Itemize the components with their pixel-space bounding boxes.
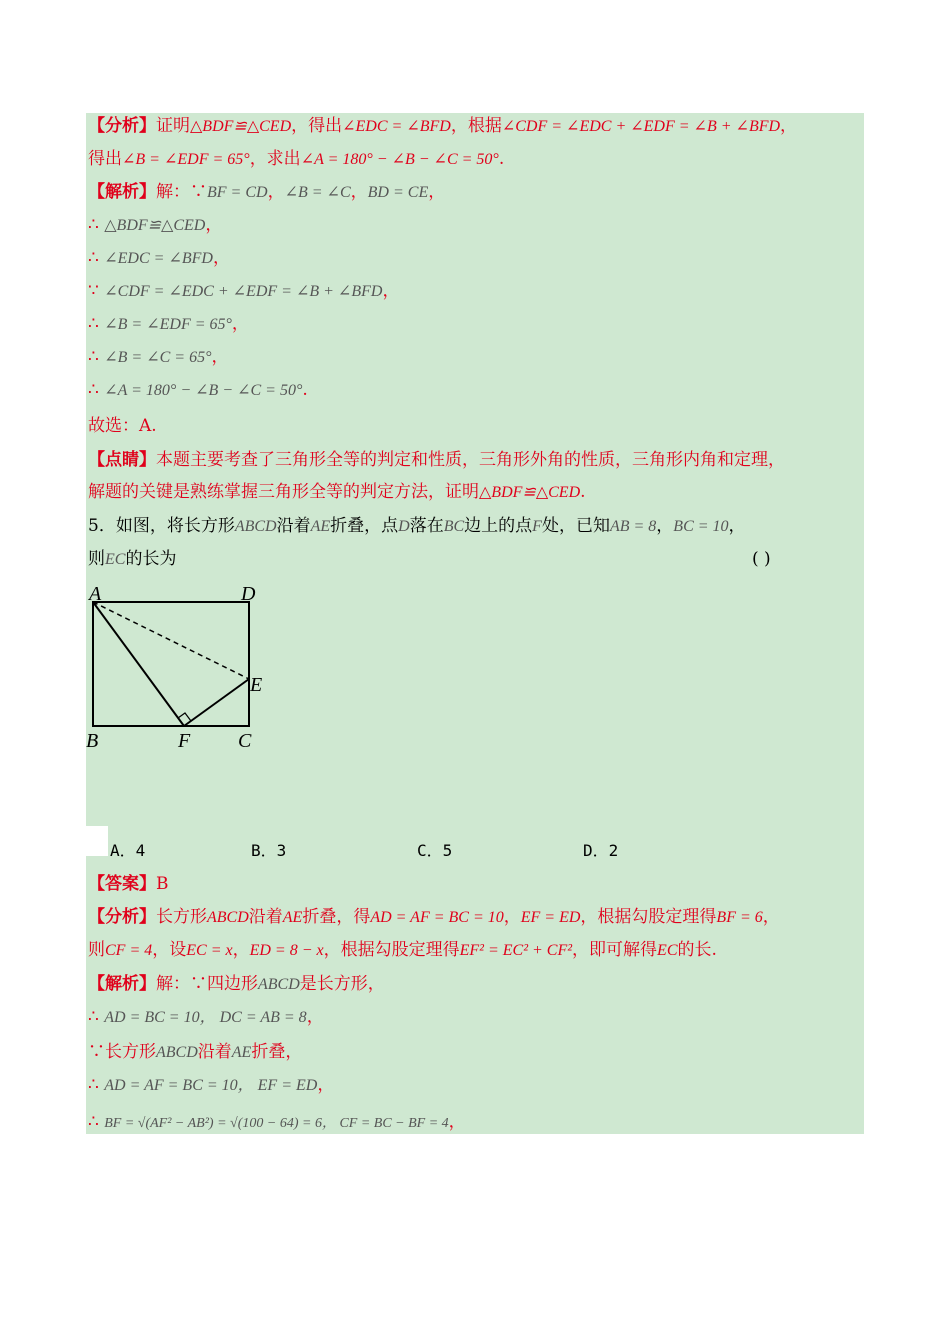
q5-stem-line-1: 5．如图，将长方形ABCD沿着AE折叠，点D落在BC边上的点F处，已知AB = 8，BC = 10， [88,516,746,536]
option-d[interactable]: D．2 [583,841,619,860]
q5-analysis-line-2: 则CF = 4，设EC = x，ED = 8 − x，根据勾股定理得EF² = EC² + CF²，即可解得EC的长. [88,940,717,960]
q4-step: ∴ ∠A = 180° − ∠B − ∠C = 50°. [88,380,308,400]
q4-analysis-line-2: 得出∠B = ∠EDF = 65°，求出∠A = 180° − ∠B − ∠C = 50°. [88,149,505,169]
segment-fe [184,679,249,726]
label-d: D [241,583,256,605]
q5-step: ∴ AD = AF = BC = 10， EF = ED， [88,1075,335,1095]
q5-step: ∵长方形ABCD沿着AE折叠， [88,1042,303,1062]
q4-step: ∴ ∠B = ∠C = 65°， [88,347,229,367]
q5-step: ∴ BF = √(AF² − AB²) = √(100 − 64) = 6， CF = BC − BF = 4， [88,1112,466,1132]
q4-comment-line-2: 解题的关键是熟练掌握三角形全等的判定方法，证明△BDF≌△CED. [88,482,586,502]
q5-answer-line [88,872,169,896]
option-c[interactable]: C．5 [417,841,453,860]
comment-tag: 【点睛】 [88,450,156,470]
q4-step: ∵ ∠CDF = ∠EDC + ∠EDF = ∠B + ∠BFD， [88,281,400,301]
answer-bracket: ( ) [752,549,771,569]
analysis-tag: 【分析】 [88,116,156,136]
label-a: A [89,583,102,605]
q5-analysis-line-1: 【分析】长方形ABCD沿着AE折叠，得AD = AF = BC = 10，EF = ED，根据勾股定理得BF = 6， [88,907,780,927]
option-b[interactable]: B．3 [251,841,287,860]
answer-tag: 【答案】 [88,874,156,894]
label-b: B [86,730,99,752]
label-f: F [178,730,191,752]
q5-stem-line-2: 则EC的长为 [88,549,177,569]
answer-value: B [156,874,169,894]
segment-af [93,602,184,726]
q4-step: ∴ ∠EDC = ∠BFD， [88,248,230,268]
q4-comment-line-1: 【点睛】本题主要考查了三角形全等的判定和性质，三角形外角的性质，三角形内角和定理， [88,450,785,470]
q4-analysis-line-1: 【分析】证明△BDF≌△CED，得出∠EDC = ∠BFD，根据∠CDF = ∠EDC + ∠EDF = ∠B + ∠BFD， [88,116,798,136]
q4-step: ∴ ∠B = ∠EDF = 65°， [88,314,249,334]
label-c: C [238,730,252,752]
fold-line-ae [93,602,249,679]
white-mark [86,826,108,856]
q5-solution-line: 【解析】解：∵四边形ABCD是长方形， [88,974,385,994]
analysis-tag: 【分析】 [88,907,156,927]
q4-step: ∴ △BDF≌△CED， [88,215,223,235]
solution-tag: 【解析】 [88,182,156,202]
label-e: E [250,674,263,696]
q5-step: ∴ AD = BC = 10， DC = AB = 8， [88,1007,324,1027]
geometry-figure [84,580,274,755]
q4-choice: 故选：A. [88,416,157,436]
option-a[interactable]: A．4 [110,841,146,860]
q4-solution-line: 【解析】解：∵BF = CD，∠B = ∠C，BD = CE， [88,182,446,202]
solution-tag: 【解析】 [88,974,156,994]
